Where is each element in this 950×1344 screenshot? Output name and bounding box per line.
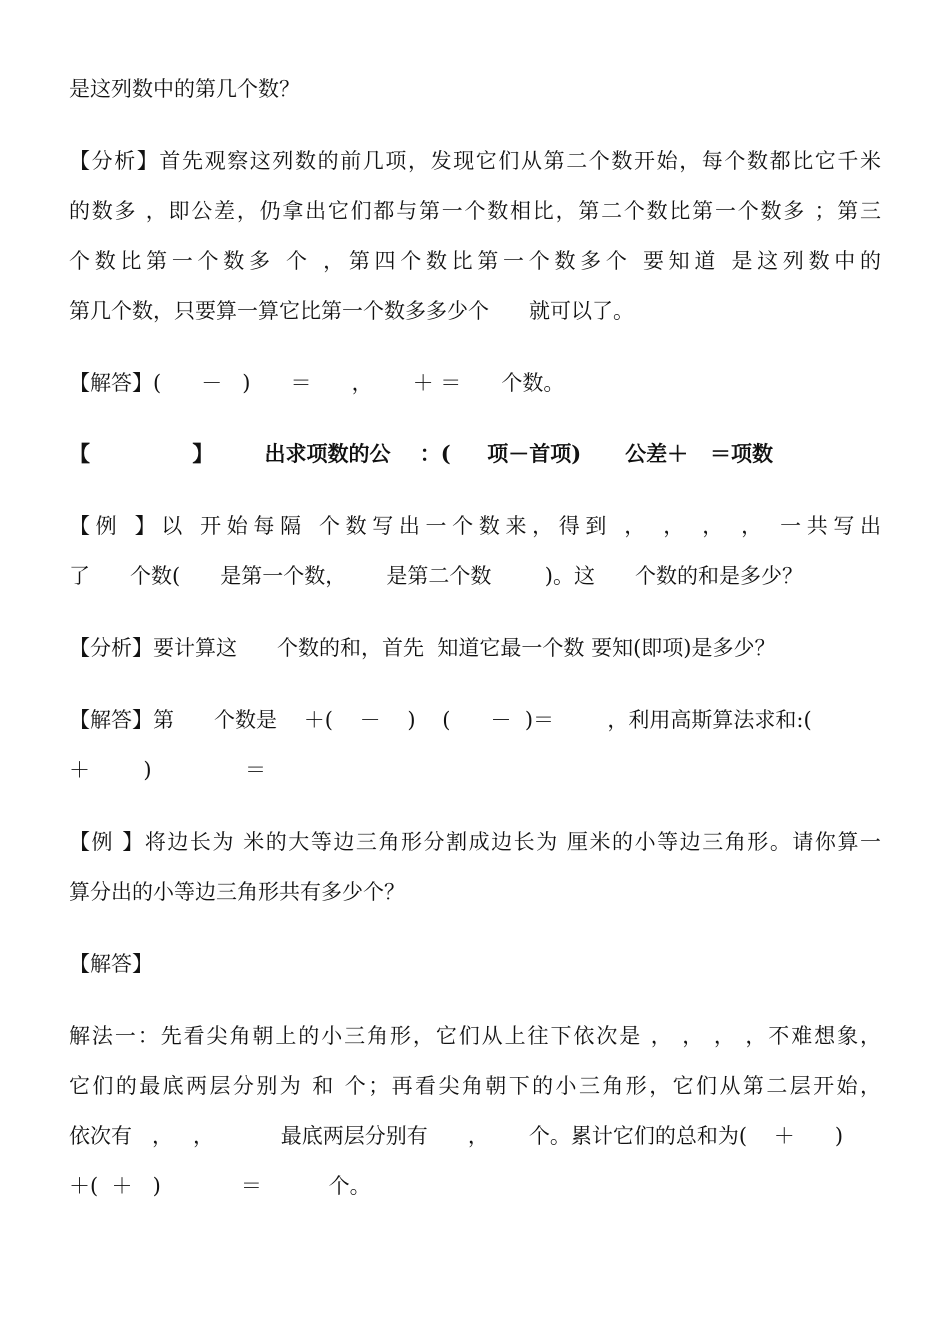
text-line: 的数多 ，即公差，仍拿出它们都与第一个数相比，第二个数比第一个数多 ；第三 <box>69 199 881 223</box>
text-line: 【分析】首先观察这列数的前几项，发现它们从第二个数开始，每个数都比它千米 <box>69 149 881 173</box>
text-line: 【 】 出求项数的公 ：( 项－首项) 公差＋ ＝项数 <box>69 441 774 466</box>
text-line: 【例 】以 开始每隔 个数写出一个数来，得到 ， ， ， ， 一共写出 <box>69 514 881 538</box>
text-line: 【例 】将边长为 米的大等边三角形分割成边长为 厘米的小等边三角形。请你算一 <box>69 830 881 854</box>
text-line: 【解答】第 个数是 ＋( － ) ( － )＝ ，利用高斯算法求和:( <box>69 708 812 732</box>
text-line: 【解答】 <box>69 952 153 976</box>
text-line: 个数比第一个数多 个 ，第四个数比第一个数多个 要知道 是这列数中的 <box>69 249 881 273</box>
text-line: 依次有 ， ， 最底两层分别有 ， 个。累计它们的总和为( ＋ ) <box>69 1124 844 1148</box>
text-line: 了 个数( 是第一个数， 是第二个数 )。这 个数的和是多少？ <box>69 564 803 588</box>
text-line: ＋ ) ＝ <box>69 758 267 782</box>
text-line: 是这列数中的第几个数？ <box>69 77 300 101</box>
text-line: 算分出的小等边三角形共有多少个？ <box>69 880 405 904</box>
text-line: 第几个数，只要算一算它比第一个数多多少个 就可以了。 <box>69 299 635 323</box>
text-line: 【解答】( － ) ＝ ， ＋ ＝ 个数。 <box>69 371 565 395</box>
text-line: 【分析】要计算这 个数的和，首先 知道它最一个数 要知(即项)是多少？ <box>69 636 776 660</box>
text-line: 解法一：先看尖角朝上的小三角形，它们从上往下依次是 ， ， ， ，不难想象， <box>69 1024 881 1048</box>
text-line: ＋( ＋ ) ＝ 个。 <box>69 1174 371 1198</box>
text-line: 它们的最底两层分别为 和 个；再看尖角朝下的小三角形，它们从第二层开始， <box>69 1074 881 1098</box>
